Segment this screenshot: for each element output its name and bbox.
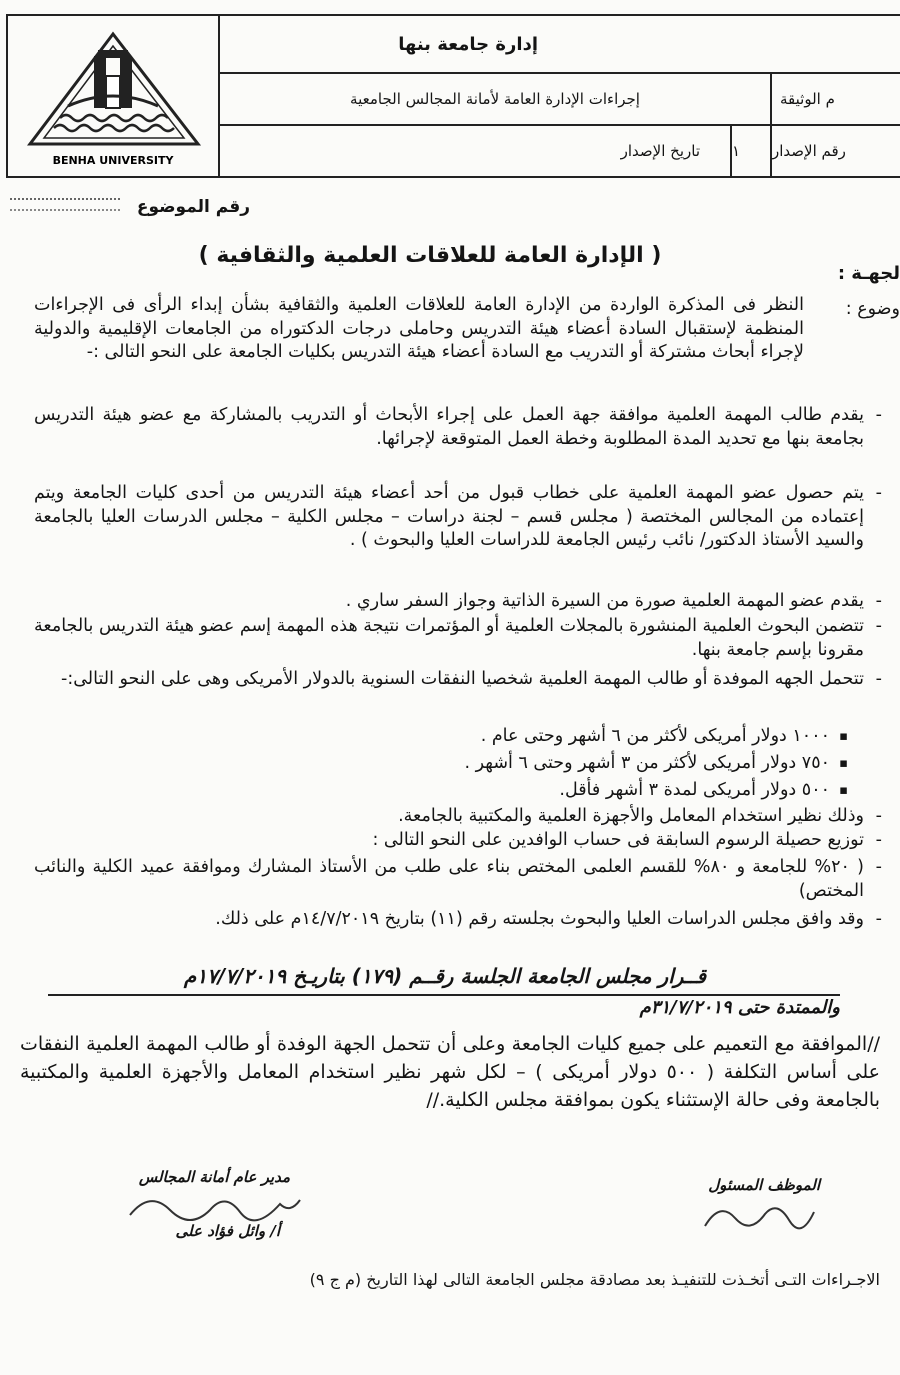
subject-number-label: رقم الموضوع <box>136 197 250 217</box>
item-7: - توزيع حصيلة الرسوم السابقة فى حساب الوافدين على النحو التالى : <box>34 829 882 853</box>
entity-label: لجهـة : <box>837 263 900 284</box>
item-6: - وذلك نظير استخدام المعامل والأجهزة العلمية والمكتبية بالجامعة. <box>34 805 882 829</box>
university-name: إدارة جامعة بنها <box>398 33 538 55</box>
item-1: - يقدم طالب المهمة العلمية موافقة جهة العمل على إجراء الأبحاث أو التدريب بالمشاركة مع عضو هيئة التدريس بجامعة بنها مع تحديد المدة المطلوبة وخطة العمل المتوقعة لإجرائها. <box>34 404 882 451</box>
svg-text:BENHA UNIVERSITY: BENHA UNIVERSITY <box>52 154 174 167</box>
item-4: - تتضمن البحوث العلمية المنشورة بالمجلات العلمية أو المؤتمرات نتيجة هذه المهمة إسم عضو هيئة التدريس بالجامعة مقرونا بإسم جامعة بنها. <box>34 615 882 662</box>
doc-number-label: م الوثيقة <box>780 90 835 108</box>
decision-extension: والممتدة حتى ٣١/٧/٢٠١٩م <box>639 997 840 1018</box>
benha-logo-icon <box>8 16 218 176</box>
subject-text: النظر فى المذكرة الواردة من الإدارة العامة للعلاقات العلمية والثقافية بشأن إبداء الرأى فى الإجراءات المنظمة لإستقبال السادة أعضاء هيئة التدريس وحاملى درجات الدكتوراه من الجامعات الإقليمية والدولية لإجراء أبحاث مشتركة أو التدريب مع السادة أعضاء هيئة التدريس بكليات الجامعة على النحو التالى :- <box>34 295 804 362</box>
cost-item-2: ▪ ٧٥٠ دولار أمريكى لأكثر من ٣ أشهر وحتى ٦ أشهر . <box>200 752 852 776</box>
subject-number-dots <box>10 198 120 200</box>
decision-underline <box>48 994 840 996</box>
employee-signature <box>700 1196 820 1236</box>
footer-note: الاجـراءات التـى أتخـذت للتنفيـذ بعد مصادقة مجلس الجامعة التالى لهذا التاريخ (م ج ٩) <box>309 1270 880 1289</box>
director-title: مدير عام أمانة المجالس <box>138 1168 290 1186</box>
employee-title: الموظف المسئول <box>708 1176 820 1194</box>
issue-number-value: ١ <box>731 142 741 160</box>
item-9: - وقد وافق مجلس الدراسات العليا والبحوث بجلسته رقم (١١) بتاريخ ١٤/٧/٢٠١٩م على ذلك. <box>34 908 882 932</box>
decision-text: //الموافقة مع التعميم على جميع كليات الجامعة وعلى أن تتحمل الجهة الوفدة أو طالب المهمة العلمية النفقات على أساس التكلفة ( ٥٠٠ دولار أمريكى ) – لكل شهر نظير استخدام المعامل والأجهزة العلمية والمكتبية بالجامعة وفى حالة الإستثناء يكون بموافقة مجلس الكلية.// <box>20 1033 880 1111</box>
director-name: أ/ وائل فؤاد على <box>175 1222 280 1240</box>
item-3: - يقدم عضو المهمة العلمية صورة من السيرة الذاتية وجواز السفر ساري . <box>34 590 882 614</box>
issue-number-label: رقم الإصدار <box>772 142 846 160</box>
subject-number-dots-2 <box>10 209 120 211</box>
cost-item-1: ▪ ١٠٠٠ دولار أمريكى لأكثر من ٦ أشهر وحتى عام . <box>200 725 852 749</box>
item-2: - يتم حصول عضو المهمة العلمية على خطاب قبول من أحد أعضاء هيئة التدريس من أحدى كليات الجامعة ويتم إعتماده من المجالس المختصة ( مجلس قسم – لجنة دراسات – مجلس الكلية – مجلس الدرسات العليا بالجامعة والسيد الأستاذ الدكتور/ نائب رئيس الجامعة للدراسات العليا والبحوث ) . <box>34 482 882 553</box>
university-logo <box>8 16 220 176</box>
director-signature <box>120 1190 310 1230</box>
item-8: - ( ٢٠% للجامعة و ٨٠% للقسم العلمى المختص بناء على طلب من الأستاذ المشارك وموافقة عميد الكلية والنائب المختص) <box>34 856 882 903</box>
procedures-title: إجراءات الإدارة العامة لأمانة المجالس الجامعية <box>350 90 640 108</box>
subject-label: وضوع : <box>845 299 900 319</box>
decision-heading: قــرار مجلس الجامعة الجلسة رقــم (١٧٩) بتاريـخ ١٧/٧/٢٠١٩م <box>183 964 707 988</box>
issue-date-label: تاريخ الإصدار <box>620 142 700 160</box>
item-5: - تتحمل الجهه الموفدة أو طالب المهمة العلمية شخصيا النفقات السنوية بالدولار الأمريكى وهى على النحو التالى:- <box>34 668 882 692</box>
document-title: ( الإدارة العامة للعلاقات العلمية والثقافية ) <box>198 243 662 268</box>
header-table <box>6 14 900 178</box>
cost-item-3: ▪ ٥٠٠ دولار أمريكى لمدة ٣ أشهر فأقل. <box>200 779 852 803</box>
